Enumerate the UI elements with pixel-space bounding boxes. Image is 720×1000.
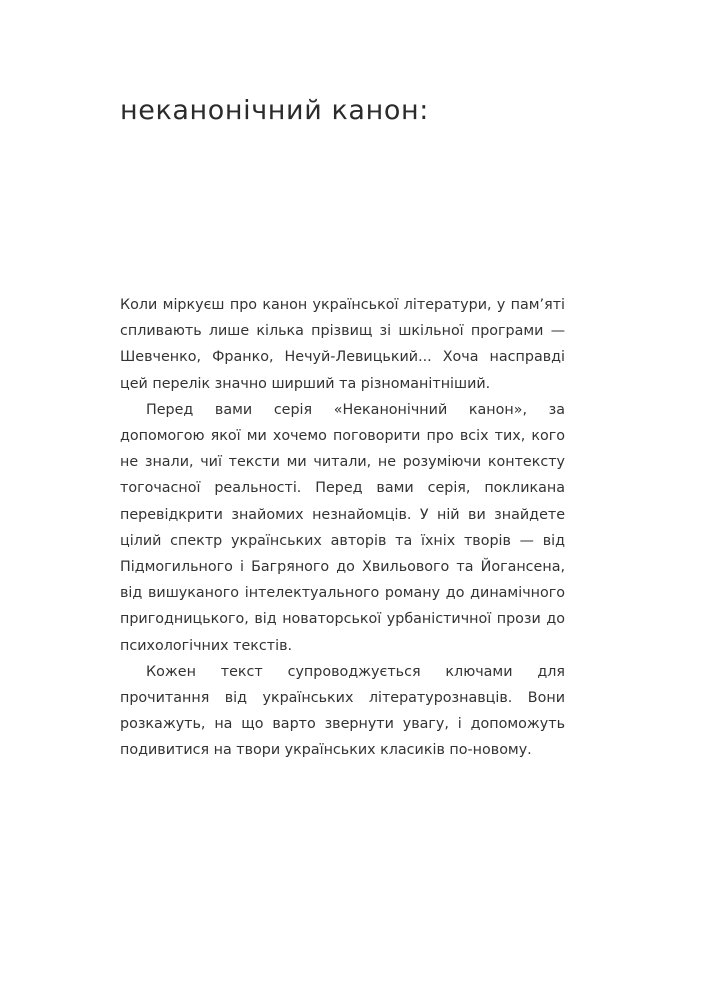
paragraph-intro: Коли міркуєш про канон української літератури, у пам’яті спливають лише кілька прізвищ зі шкільної програми — Шевченко, Франко, Нечуй-Левицький... Хоча насправді цей перелік значно ширший та різноманітніший. [120,297,565,392]
paragraph-series: Перед вами серія «Неканонічний канон», за допомогою якої ми хочемо поговорити про всіх тих, кого не знали, чиї тексти ми читали, не розуміючи контексту тогочасної реальності. Перед вами серія, покликана перевідкрити знайомих незнайомців. У ній ви знайдете цілий спектр українських авторів та їхніх творів — від Підмогильного і Багряного до Хвильового та Йогансена, від вишуканого інтелектуального роману до динамічного пригодницького, від новаторської урбаністичної прози до психологічних текстів. [120,401,565,654]
paragraph-keys: Кожен текст супроводжується ключами для прочитання від українських літературознавців. Вони розкажуть, на що варто звернути увагу, і допоможуть подивитися на твори українських класиків по-новому. [120,663,565,759]
page-title: неканонічний канон: [120,95,429,126]
body-text [120,292,565,764]
